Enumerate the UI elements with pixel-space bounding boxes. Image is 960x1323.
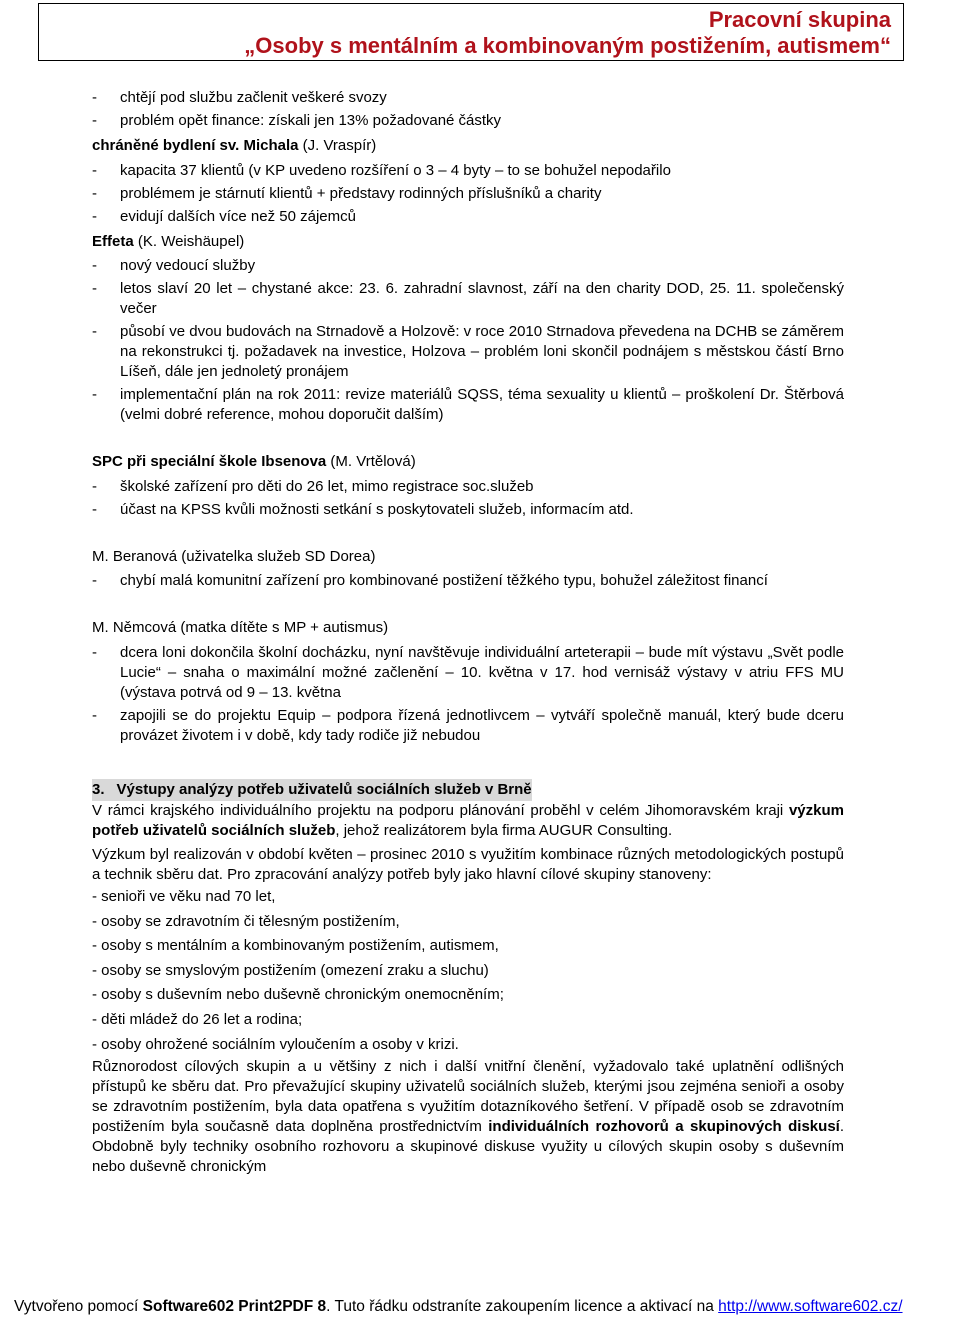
paragraph: V rámci krajského individuálního projektu na podporu plánování proběhl v celém Jihomoravském kraji výzkum potřeb uživatelů sociálních služeb, jehož realizátorem byla firma AUGUR Consulting.	[92, 801, 844, 839]
group-item: - děti mládež do 26 let a rodina;	[92, 1010, 303, 1028]
list-item: - nový vedoucí služby	[92, 257, 256, 275]
person-heading-nemcova: M. Němcová (matka dítěte s MP + autismus)	[92, 619, 389, 637]
list-item: - zapojili se do projektu Equip – podpora řízená jednotlivcem – vytváří společně manuál, který bude dceru provázet životem i v době, kdy tady rodiče již nebudou	[92, 706, 844, 744]
paragraph: Různorodost cílových skupin a u většiny z nich i další vnitřní členění, vyžadovalo také uplatnění odlišných přístupů ke sběru dat. Pro převažující skupiny uživatelů sociálních služeb, kterými jsou zejména senioři a osoby se zdravotním postižením, byla data opatřena s využitím dotazníkového šetření. V případě osob se zdravotním postižením byla současně data doplněna prostřednictvím individuálních rozhovorů a skupinových diskusí. Obdobně byly techniky osobního rozhovoru a skupinové diskuse využity u cílových skupin osoby s duševním nebo duševně chronickým	[92, 1058, 844, 1176]
footer-watermark: Vytvořeno pomocí Software602 Print2PDF 8. Tuto řádku odstraníte zakoupením licence a aktivací na http://www.software602.cz/	[14, 1298, 903, 1315]
page-header	[38, 3, 904, 61]
list-item: - kapacita 37 klientů (v KP uvedeno rozšíření o 3 – 4 byty – to se bohužel nepodařilo	[92, 161, 671, 179]
list-item: - problém opět finance: získali jen 13% požadované částky	[92, 112, 502, 129]
list-item: - školské zařízení pro děti do 26 let, mimo registrace soc.služeb	[92, 477, 534, 495]
list-item: - chtějí pod službu začlenit veškeré svozy	[92, 89, 387, 106]
list-item: - implementační plán na rok 2011: revize materiálů SQSS, téma sexuality u klientů – proškolení Dr. Štěrbová (velmi dobré reference, mohou doporučit dalším)	[92, 386, 844, 424]
org-heading-chranene: chráněné bydlení sv. Michala (J. Vraspír)	[92, 137, 377, 154]
document-body	[92, 86, 844, 1177]
list-item: - letos slaví 20 let – chystané akce: 23. 6. zahradní slavnost, září na den charity DOD, 25. 11. společenský večer	[92, 280, 844, 318]
org-heading-effeta: Effeta (K. Weishäupel)	[92, 232, 245, 250]
org-heading-spc: SPC při speciální škole Ibsenova (M. Vrtělová)	[92, 453, 416, 471]
person-heading-beranova: M. Beranová (uživatelka služeb SD Dorea)	[92, 547, 376, 565]
footer-link[interactable]: http://www.software602.cz/	[718, 1298, 903, 1315]
list-item: - dcera loni dokončila školní docházku, nyní navštěvuje individuální arteterapii – bude mít výstavu „Svět podle Lucie“ – snaha o maximální možné začlenění – 10. května v 17. hod vernisáž výstavy v atriu FFS MU (výstava potrvá od 9 – 13. května	[92, 643, 844, 701]
list-item: - působí ve dvou budovách na Strnadově a Holzově: v roce 2010 Strnadova převedena na DCHB se záměrem na rekonstrukci tj. požadavek na investice, Holzova – problém loni skončil podnájem s městskou částí Brno Líšeň, dále jen jednoletý pronájem	[92, 323, 844, 381]
header-title-line2: „Osoby s mentálním a kombinovaným postižením, autismem“	[244, 33, 891, 58]
paragraph: Výzkum byl realizován v období květen – prosinec 2010 s využitím kombinace různých metodologických postupů a technik sběru dat. Pro zpracování analýzy potřeb byly jako hlavní cílové skupiny stanoveny:	[92, 845, 844, 883]
group-item: - osoby se smyslovým postižením (omezení zraku a sluchu)	[92, 961, 489, 979]
list-item: - problémem je stárnutí klientů + představy rodinných příslušníků a charity	[92, 184, 602, 202]
header-title-line1: Pracovní skupina	[708, 7, 891, 32]
group-item: - osoby s duševním nebo duševně chronickým onemocněním;	[92, 986, 504, 1004]
section-heading: 3. Výstupy analýzy potřeb uživatelů sociálních služeb v Brně	[92, 779, 532, 801]
list-item: - účast na KPSS kvůli možnosti setkání s poskytovateli služeb, informacím atd.	[92, 500, 634, 518]
group-item: - osoby s mentálním a kombinovaným postižením, autismem,	[92, 937, 499, 955]
group-item: - osoby ohrožené sociálním vyloučením a osoby v krizi.	[92, 1035, 459, 1053]
group-item: - osoby se zdravotním či tělesným postižením,	[92, 912, 400, 930]
list-item: - chybí malá komunitní zařízení pro kombinované postižení těžkého typu, bohužel záležitost financí	[92, 572, 768, 590]
list-item: - evidují dalších více než 50 zájemců	[92, 207, 356, 225]
group-item: - senioři ve věku nad 70 let,	[92, 887, 276, 905]
